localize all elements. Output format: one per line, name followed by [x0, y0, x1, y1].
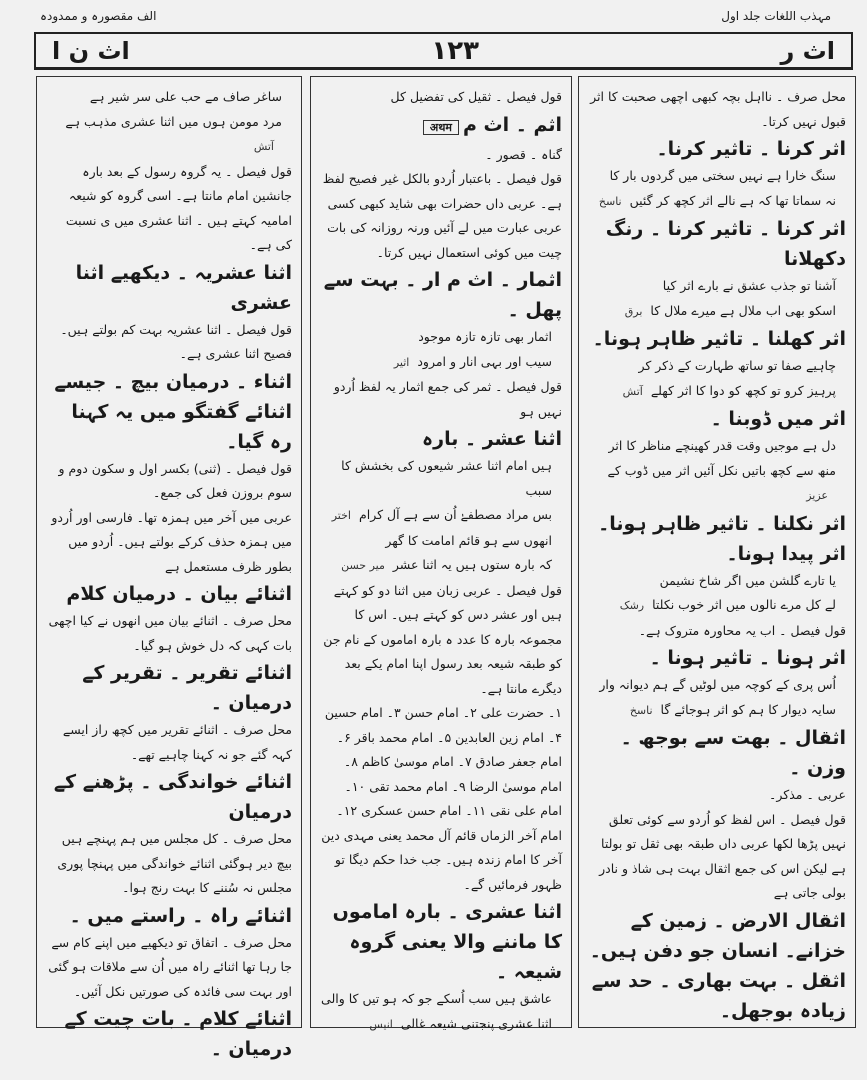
poet-name: آتش	[253, 140, 274, 153]
definition-text	[320, 167, 562, 265]
headword-entry	[588, 906, 846, 966]
title-right-heading: اث ر	[780, 36, 835, 65]
entry-text: محل صرف ۔ اتفاق تو دیکھیے میں اپنے کام سے جا رہا تھا اثنائے راہ میں اُن سے ملاقات ہو گئی اور بہت سی فائدہ کی صورتیں نکل آئیں۔	[48, 934, 292, 999]
title-left-heading: اث ن ا	[52, 36, 130, 65]
entry-text: اثر نکلنا ۔ تاثیر ظاہر ہونا۔ اثر پیدا ہونا۔	[598, 512, 846, 565]
headword-entry	[320, 265, 562, 325]
entry-text: محل صرف ۔ اثنائے تقریر میں کچھ راز ایسے کہہ گئے جو نہ کہنا چاہیے تھے۔	[62, 722, 292, 762]
entry-text: محل صرف ۔ نااہل بچہ کبھی اچھی صحبت کا اثر قبول نہیں کرتا۔	[590, 89, 846, 129]
headword-entry	[46, 367, 292, 457]
definition-text	[320, 579, 562, 702]
column-right	[578, 76, 856, 1028]
verse-line	[320, 350, 562, 376]
entry-text: لے کل مرے نالوں میں اثر خوب نکلتا	[652, 597, 836, 612]
headword-entry	[588, 324, 846, 354]
entry-text: قول فیصل ۔ باعتبار اُردو بالکل غیر فصیح لفظ ہے۔ عربی داں حضرات بھی شاید کبھی کسی عربی عبارت میں لے آئیں ورنہ روزانہ کی بات چیت میں کوئی استعمال نہیں کرتا۔	[322, 171, 562, 260]
definition-text	[320, 143, 562, 168]
headword-entry	[46, 901, 292, 931]
poet-name: ناسخ	[598, 194, 622, 208]
entry-text: عربی ۔ مذکر۔	[769, 787, 846, 802]
verse-line	[46, 85, 292, 110]
definition-text	[588, 85, 846, 134]
entry-text: قول فیصل ۔ ثقیل کی تفضیل کل	[390, 89, 562, 104]
headword-entry	[46, 658, 292, 718]
entry-text: اثنا عشری ۔ بارہ اماموں کا ماننے والا یعنی گروہ شیعہ ۔	[332, 901, 562, 983]
verse-line	[588, 673, 846, 698]
headword-entry	[588, 509, 846, 569]
entry-text: اثر کرنا ۔ تاثیر کرنا ۔ رنگ دکھلانا	[605, 218, 846, 270]
running-head-right: مہذب اللغات جلد اول	[721, 9, 831, 23]
headword-entry	[588, 643, 846, 673]
verse-line	[588, 698, 846, 724]
headword-entry	[46, 767, 292, 827]
poet-name: آتش	[622, 384, 643, 398]
entry-text: اثنائے راہ ۔ راستے میں ۔	[69, 904, 292, 927]
entry-text: اثم ۔ اث م	[462, 113, 562, 136]
headword-entry	[46, 579, 292, 609]
entry-text: قول فیصل ۔ اس لفظ کو اُردو سے کوئی تعلق نہیں پڑھا لکھا عربی داں طبقہ بھی ثقل تو بولتا ہے لیکن اس کی جمع اثقال بہت ہی شاذ و نادر بولی جاتی ہے	[599, 811, 846, 900]
verse-line	[588, 354, 846, 379]
entry-text: ہیں امام اثنا عشر شیعوں کی بخشش کا سبب	[341, 458, 552, 498]
entry-text: یا تارے گلشن میں اگر شاخ نشیمن	[659, 572, 836, 588]
verse-line	[588, 299, 846, 325]
headword-entry	[588, 134, 846, 164]
entry-text: اثمار بھی تازہ تازہ موجود	[418, 329, 552, 344]
entry-text: ۱۔ حضرت علی ۲۔ امام حسن ۳۔ امام حسین ۴۔ امام زین العابدین ۵۔ امام محمد باقر ۶۔ امام جعفر صادق ۷۔ امام موسیٰ کاظم ۸۔ امام موسیٰ الرضا ۹۔ امام محمد تقی ۱۰۔ امام علی نقی ۱۱۔ امام حسن عسکری ۱۲۔ امام آخر الزماں قائم آل محمد یعنی مہدی دین آخر کا امام زندہ ہیں۔ جب خدا حکم دیگا تو ظہور فرمائیں گے۔	[321, 705, 562, 892]
headword-entry	[320, 897, 562, 987]
entry-text: قول فیصل ۔ (ثنی) بکسر اول و سکون دوم و سوم بروزن فعل کی جمع۔	[58, 460, 292, 500]
headword-entry	[588, 723, 846, 783]
entry-text: اُس پری کے کوچہ میں لوٹیں گے ہم دیوانہ وار	[599, 677, 836, 692]
entry-text: اثمار ۔ اث م ار ۔ بہت سے پھل ۔	[323, 269, 562, 321]
entry-text: قول فیصل ۔ اب یہ محاورہ متروک ہے۔	[638, 622, 846, 638]
definition-text	[320, 701, 562, 897]
definition-text	[46, 931, 292, 1005]
headword-entry	[46, 258, 292, 318]
definition-text	[46, 827, 292, 901]
entry-text: سایہ دیوار کا ہم کو اثر ہوجائے گا	[660, 701, 836, 717]
definition-text	[46, 609, 292, 658]
verse-line	[588, 274, 846, 299]
entry-text: اثنائے بیان ۔ درمیان کلام	[66, 583, 292, 605]
entry-text: محل صرف ۔ کل مجلس میں ہم پہنچے ہیں بیچ دیر ہوگئی اثنائے خواندگی میں پہنچا پوری مجلس نہ سُننے کا بہت رنج ہوا۔	[57, 831, 292, 895]
definition-text	[46, 457, 292, 506]
poet-name: رشک	[619, 599, 645, 612]
verse-line	[588, 593, 846, 619]
entry-text: اثنا عشری پنجتنی شیعہ غالی	[400, 1015, 552, 1031]
verse-line	[588, 164, 846, 189]
entry-text: قول فیصل ۔ ثمر کی جمع اثمار یہ لفظ اُردو نہیں ہو	[333, 379, 562, 419]
entry-text: اثنائے کلام ۔ بات چیت کے درمیان ۔	[64, 1008, 292, 1060]
entry-text: کہ بارہ ستوں ہیں یہ اثنا عشر	[392, 557, 552, 572]
entry-text: اسکو بھی اب ملال ہے میرے ملال کا	[650, 302, 836, 318]
entry-text: اثر کرنا ۔ تاثیر کرنا۔	[656, 138, 846, 160]
entry-text: قول فیصل ۔ عربی زبان میں اثنا دو کو کہتے ہیں اور عشر دس کو کہتے ہیں۔ اس کا مجموعہ بارہ کا عدد ہ بارہ اماموں کے نام جن کو طبقہ شیعہ بعد رسول اپنا امام یکے بعد دیگرے مانتا ہے۔	[323, 582, 562, 696]
verse-line	[320, 553, 562, 579]
entry-text: اثناء ۔ درمیان بیچ ۔ جیسے اثنائے گفتگو میں یہ کہنا رہ گیا۔	[54, 370, 292, 453]
entry-text: اثقال الارض ۔ زمین کے خزانے۔ انسان جو دفن ہیں۔	[589, 909, 846, 962]
entry-text: اثنائے خواندگی ۔ پڑھنے کے درمیان	[53, 771, 292, 823]
definition-text	[46, 160, 292, 258]
verse-line	[320, 325, 562, 350]
entry-text: قول فیصل ۔ یہ گروہ رسول کے بعد بارہ جانشین امام مانتا ہے۔ اسی گروہ کو شیعہ امامیہ کہتے ہیں ۔ اثنا عشری میں ی نسبت کی ہے۔	[65, 163, 292, 252]
entry-text: گناہ ۔ قصور ۔	[485, 146, 562, 162]
entry-text: سنگ خارا ہے نہیں سختی میں گردوں بار کا	[609, 168, 836, 183]
definition-text	[46, 718, 292, 767]
entry-text: آشنا تو جذب عشق نے بارے اثر کیا	[662, 278, 836, 293]
verse-line	[320, 529, 562, 554]
verse-line	[46, 110, 292, 160]
definition-text	[46, 318, 292, 367]
entry-text: قول فیصل ۔ اثنا عشریہ بہت کم بولتے ہیں۔ فصیح اثنا عشری ہے۔	[60, 321, 292, 361]
entry-text: اثر ہونا ۔ تاثیر ہونا ۔	[649, 647, 846, 669]
entry-text: چاہیے صفا تو ساتھ طہارت کے ذکر کر	[638, 358, 836, 373]
definition-text	[588, 808, 846, 906]
poet-name: اثیر	[393, 355, 410, 369]
column-left	[36, 76, 302, 1060]
definition-text	[320, 85, 562, 110]
poet-name: میر حسن	[341, 559, 385, 572]
title-bar	[34, 32, 853, 70]
definition-text	[588, 783, 846, 808]
verse-line	[320, 987, 562, 1012]
verse-line	[320, 1012, 562, 1038]
verse-line	[588, 459, 846, 509]
entry-text: اثر کھلنا ۔ تاثیر ظاہر ہونا۔	[592, 328, 846, 350]
entry-text: اثر میں ڈوبنا ۔	[710, 408, 846, 430]
column-middle	[310, 76, 572, 1031]
poet-name: عزیز	[806, 489, 828, 502]
running-head-left: الف مقصورہ و ممدودہ	[40, 9, 157, 23]
entry-text: اثقل ۔ بہت بھاری ۔ حد سے زیادہ بوجھل۔	[591, 969, 846, 1022]
entry-text: سیب اور بہی انار و امرود	[417, 353, 552, 369]
entry-text: دل ہے موجیں وقت قدر کھینچے مناظر کا اثر	[608, 438, 836, 453]
entry-text: اثنا عشریہ ۔ دیکھیے اثنا عشری	[75, 261, 292, 314]
entry-text: عربی میں آخر میں ہمزہ تھا۔ فارسی اور اُردو میں ہمزہ حذف کرکے بولتے ہیں۔ اُردو میں بطور ظرف مستعمل ہے	[51, 509, 292, 574]
verse-line	[320, 454, 562, 503]
verse-line	[588, 434, 846, 459]
definition-text	[588, 619, 846, 644]
poet-name: اختر	[331, 509, 351, 522]
entry-text: محل صرف ۔ اثنائے بیان میں انھوں نے کیا اچھی بات کہی کہ دل خوش ہو گیا۔	[48, 613, 292, 653]
verse-line	[588, 569, 846, 594]
entry-text: عاشق ہیں سب اُسکے جو کہ ہو تیں کا والی	[321, 991, 552, 1006]
page-number: ۱۲۳	[431, 35, 479, 66]
entry-text: ساغر صاف مے حب علی سر شیر ہے	[89, 89, 282, 104]
entry-text: اثنا عشر ۔ بارہ	[422, 428, 562, 450]
entry-text: پرہیز کرو تو کچھ کو دوا کا اثر کھلے	[650, 382, 836, 398]
entry-text: اثنائے تقریر ۔ تقریر کے درمیان ۔	[82, 662, 292, 714]
headword-entry	[320, 424, 562, 454]
poet-name: برق	[624, 304, 643, 318]
headword-entry	[588, 966, 846, 1026]
definition-text	[320, 375, 562, 424]
entry-text: بس مراد مصطفےٰ اُن سے ہے آل کرام	[358, 507, 552, 522]
entry-text: اثقال ۔ بھت سے بوجھ ۔ وزن ۔	[620, 727, 846, 779]
entry-text: منھ سے کچھ باتیں نکل آئیں اثر میں ڈوب کے	[607, 462, 836, 478]
poet-name: انیس	[369, 1017, 393, 1031]
headword-entry	[588, 404, 846, 434]
entry-text: مرد مومن ہوں میں اثنا عشری مذہب ہے	[65, 113, 282, 129]
headword-entry	[320, 110, 562, 143]
entry-text: انھوں سے ہو قائم امامت کا گھر	[385, 532, 552, 548]
headword-entry	[588, 214, 846, 274]
entry-text: نہ سماتا تھا کہ ہے نالے اثر کچھ کر گئیں	[629, 192, 836, 208]
running-head	[40, 4, 831, 28]
headword-entry	[46, 1004, 292, 1064]
poet-name: ناسخ	[629, 703, 653, 717]
definition-text	[46, 506, 292, 580]
verse-line	[588, 379, 846, 405]
verse-line	[320, 503, 562, 529]
devanagari-box: अथम	[423, 120, 459, 135]
verse-line	[588, 189, 846, 215]
